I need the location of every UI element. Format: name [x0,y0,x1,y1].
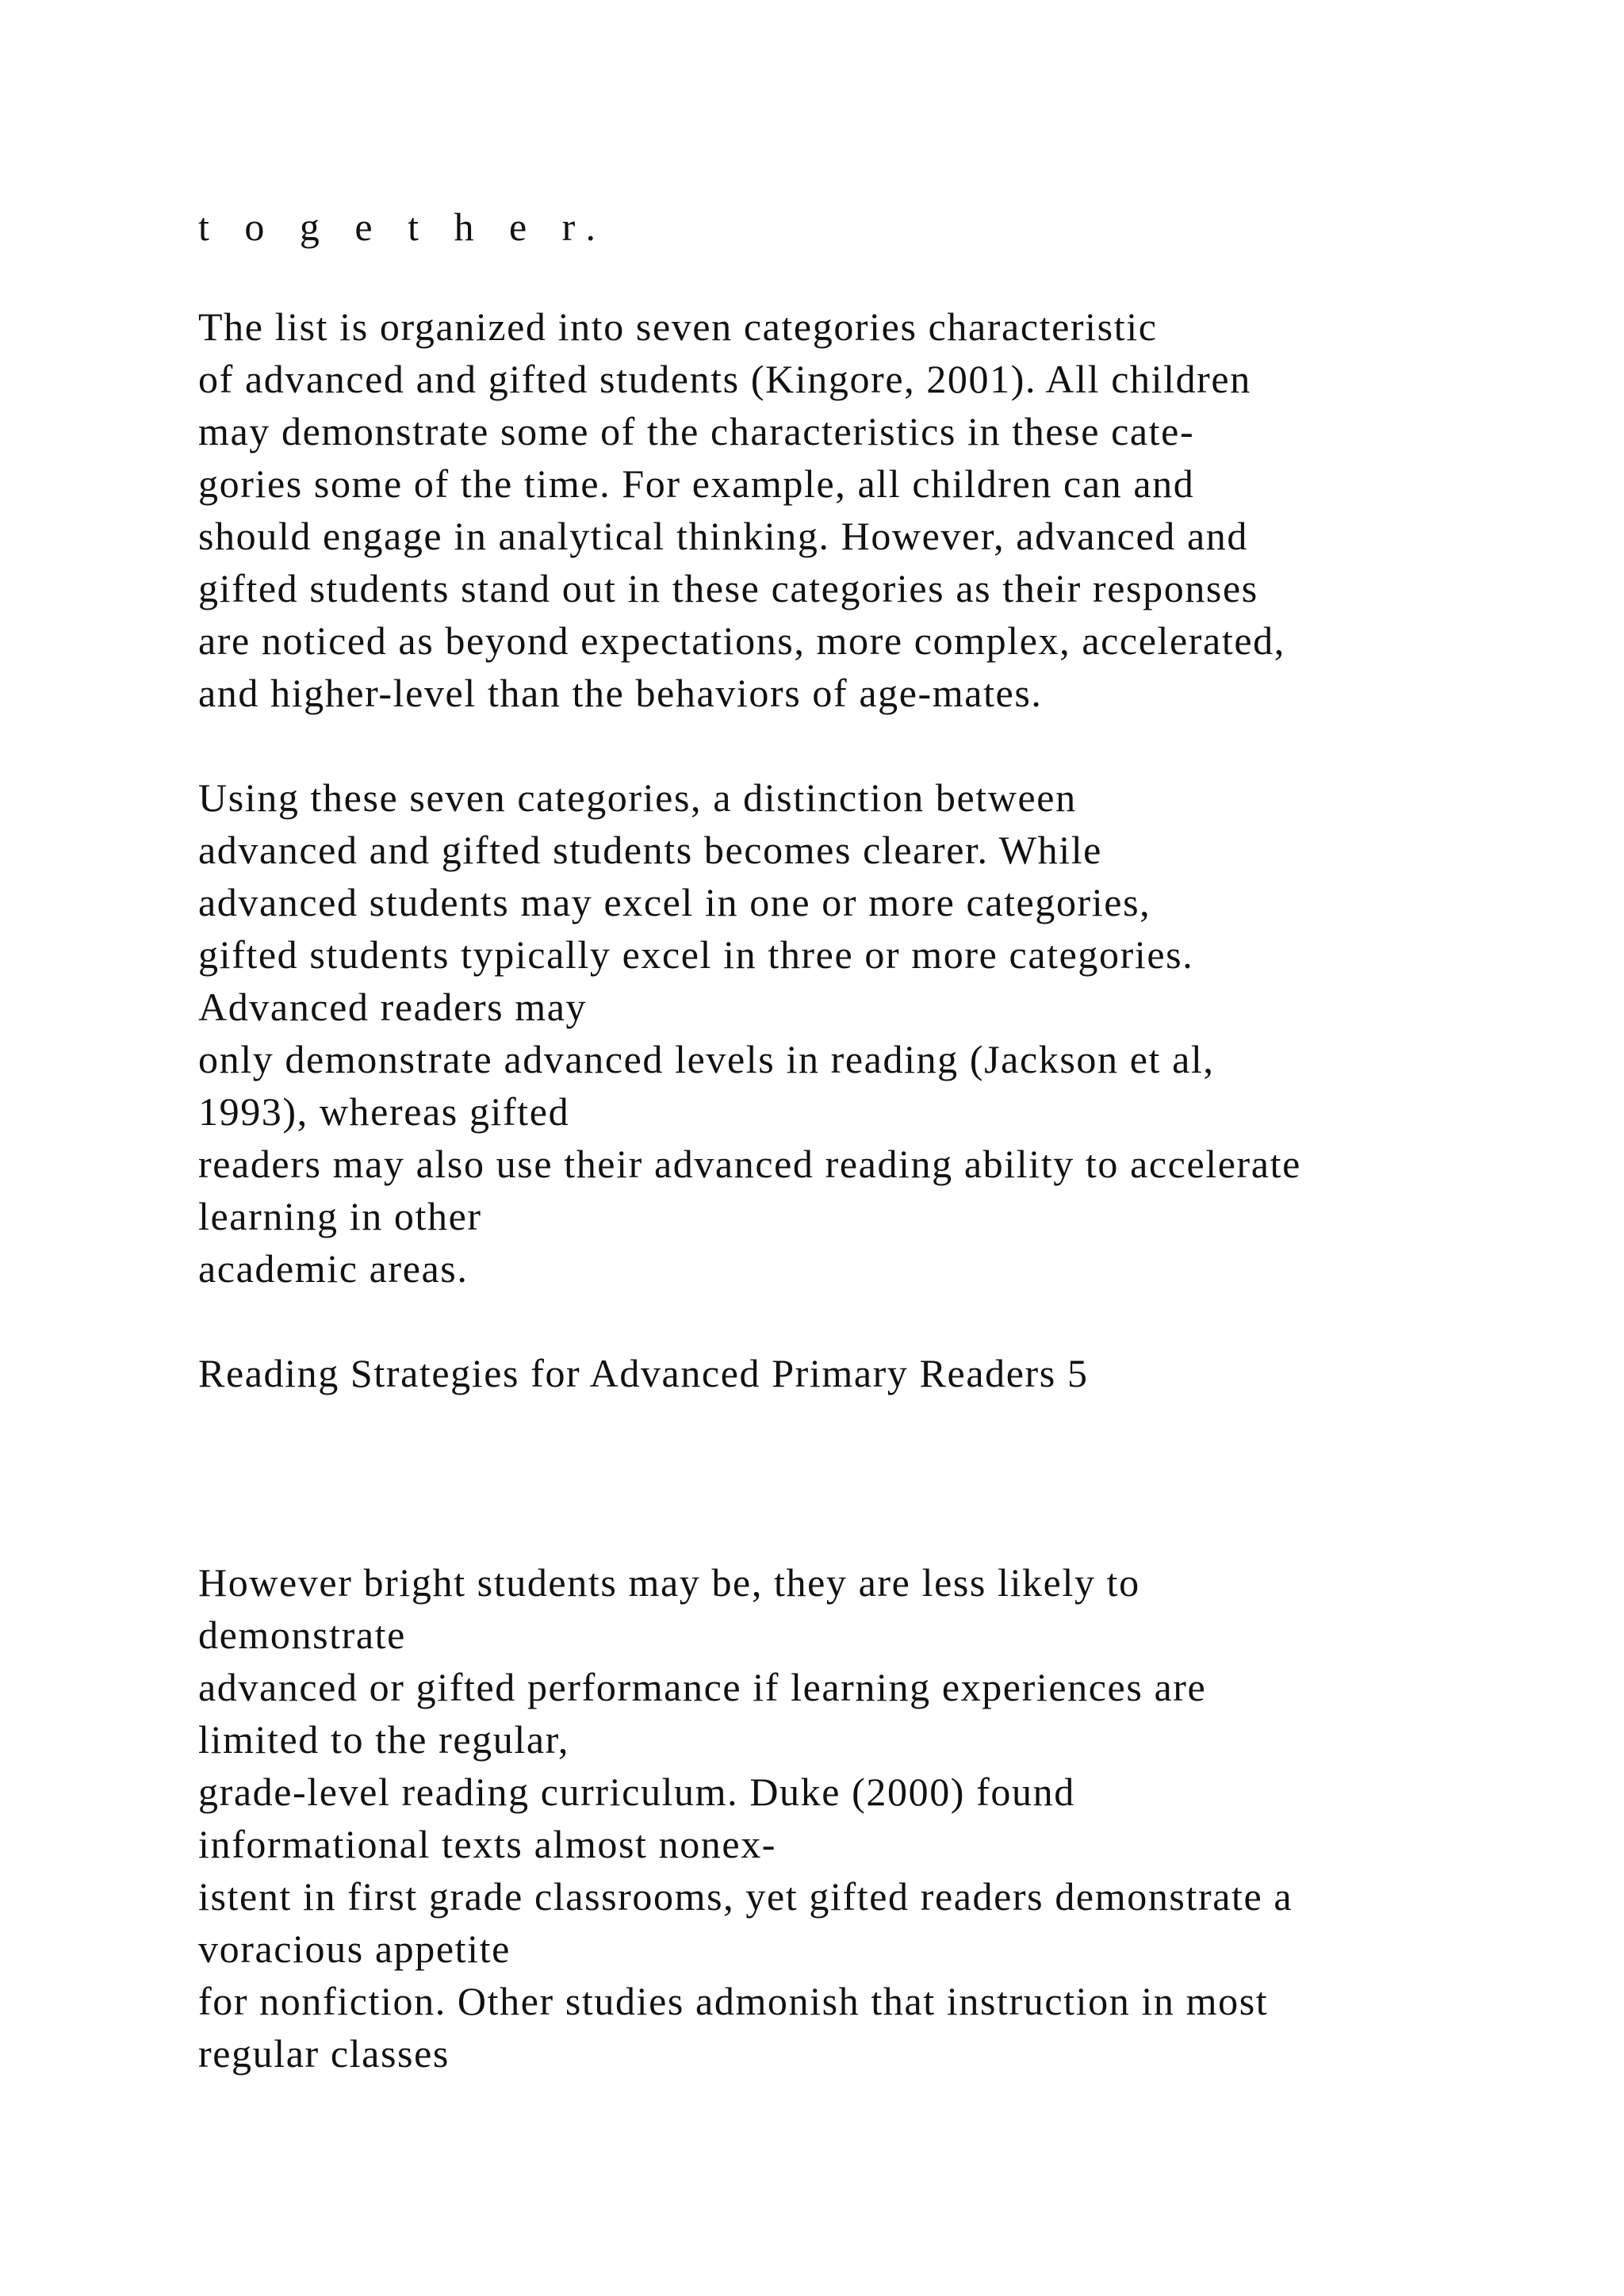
text-line: may demonstrate some of the characteristics in these cate- [198,409,1195,453]
text-line: Advanced readers may [198,985,588,1029]
text-line: t o g e t h e r. [198,205,609,249]
text-line: limited to the regular, [198,1717,570,1762]
text-line: readers may also use their advanced reading ability to accelerate [198,1142,1301,1186]
text-line: 1993), whereas gifted [198,1089,570,1134]
text-line: regular classes [198,2031,450,2076]
text-line: Using these seven categories, a distinction between [198,775,1077,820]
text-line: demonstrate [198,1613,406,1657]
text-line: advanced or gifted performance if learning experiences are [198,1665,1207,1709]
text-line: for nonfiction. Other studies admonish that instruction in most [198,1979,1269,2023]
text-line: However bright students may be, they are less likely to [198,1560,1140,1605]
text-line: gifted students stand out in these categories as their responses [198,566,1258,610]
text-line: should engage in analytical thinking. However, advanced and [198,514,1248,558]
text-line: and higher-level than the behaviors of age-mates. [198,671,1043,715]
text-line: The list is organized into seven categories characteristic [198,304,1158,349]
text-line: gifted students typically excel in three or more categories. [198,932,1194,977]
text-line: academic areas. [198,1246,469,1291]
text-line: gories some of the time. For example, all children can and [198,461,1195,506]
text-line: advanced and gifted students becomes clearer. While [198,828,1102,872]
text-line: voracious appetite [198,1927,511,1971]
running-header: Reading Strategies for Advanced Primary Readers 5 [198,1351,1089,1395]
text-line: are noticed as beyond expectations, more complex, accelerated, [198,618,1285,663]
text-line: only demonstrate advanced levels in reading (Jackson et al, [198,1037,1215,1081]
text-line: grade-level reading curriculum. Duke (2000) found [198,1770,1075,1814]
text-line: informational texts almost nonex- [198,1822,777,1866]
text-line: istent in first grade classrooms, yet gifted readers demonstrate a [198,1874,1293,1919]
text-line: learning in other [198,1194,482,1238]
text-line: of advanced and gifted students (Kingore, 2001). All children [198,357,1251,401]
text-line: advanced students may excel in one or more categories, [198,880,1151,924]
